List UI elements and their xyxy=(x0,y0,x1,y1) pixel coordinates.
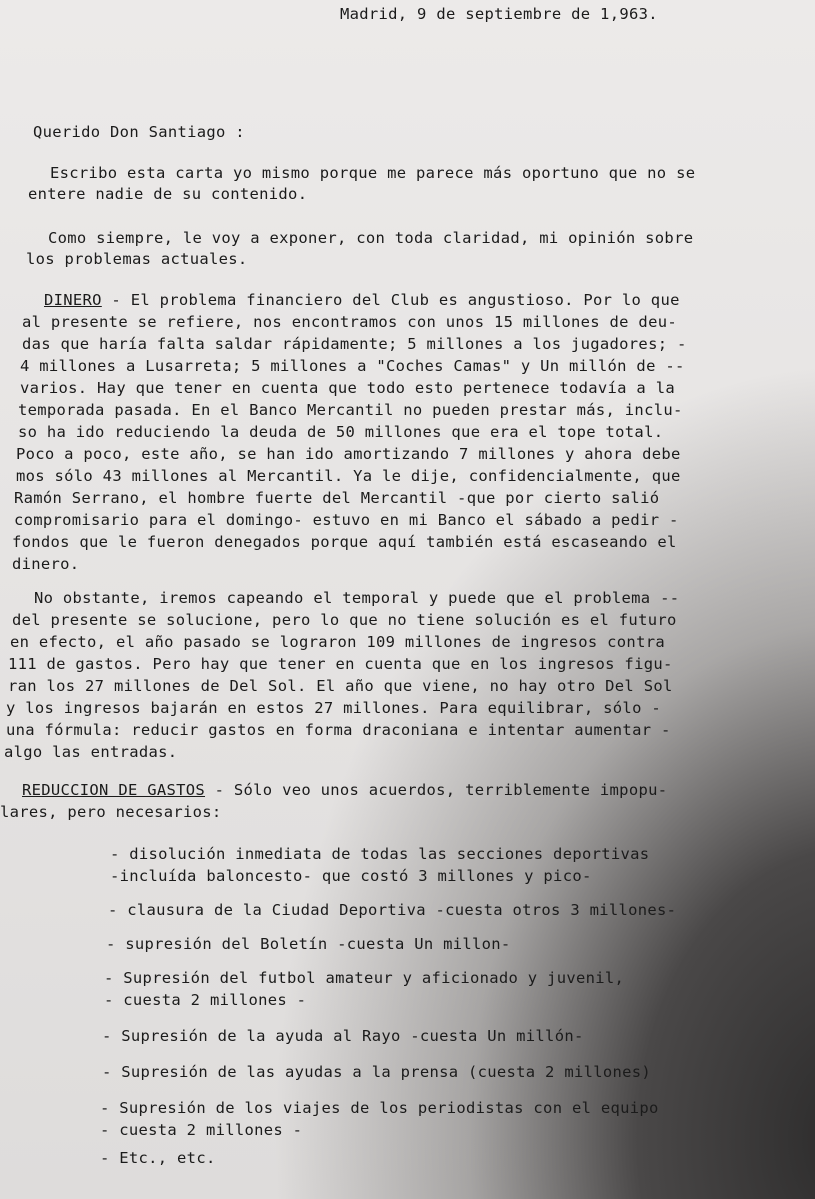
dinero-first-line xyxy=(44,290,680,310)
dinero-line: so ha ido reduciendo la deuda de 50 millones que era el tope total. xyxy=(18,423,664,441)
dinero-line: Ramón Serrano, el hombre fuerte del Mercantil -que por cierto salió xyxy=(14,489,660,507)
obstante-line: del presente se solucione, pero lo que no tiene solución es el futuro xyxy=(12,611,677,629)
obstante-line: 111 de gastos. Pero hay que tener en cuenta que en los ingresos figu- xyxy=(8,655,673,673)
reduccion-text: - Sólo veo unos acuerdos, terriblemente impopu- xyxy=(205,781,668,799)
letter-date: Madrid, 9 de septiembre de 1,963. xyxy=(340,5,658,23)
list-item: - Supresión de la ayuda al Rayo -cuesta Un millón- xyxy=(102,1027,584,1045)
intro2-line: Como siempre, le voy a exponer, con toda claridad, mi opinión sobre xyxy=(48,229,694,247)
obstante-line: algo las entradas. xyxy=(4,743,178,761)
list-item: - Etc., etc. xyxy=(100,1149,216,1167)
obstante-line: ran los 27 millones de Del Sol. El año que viene, no hay otro Del Sol xyxy=(8,677,673,695)
obstante-line: No obstante, iremos capeando el temporal y puede que el problema -- xyxy=(34,589,680,607)
intro2-line: los problemas actuales. xyxy=(26,250,248,268)
list-item: - Supresión de los viajes de los periodistas con el equipo xyxy=(100,1099,659,1117)
list-item: - disolución inmediata de todas las secciones deportivas xyxy=(110,845,650,863)
intro-line: Escribo esta carta yo mismo porque me parece más oportuno que no se xyxy=(50,164,696,182)
reduccion-first-line xyxy=(22,780,667,800)
list-item: - clausura de la Ciudad Deportiva -cuesta otros 3 millones- xyxy=(108,901,677,919)
reduccion-line: lares, pero necesarios: xyxy=(0,803,222,821)
obstante-line: una fórmula: reducir gastos en forma draconiana e intentar aumentar - xyxy=(6,721,671,739)
list-item: -incluída baloncesto- que costó 3 millones y pico- xyxy=(110,867,592,885)
reduccion-heading: REDUCCION DE GASTOS xyxy=(22,781,206,799)
dinero-line: compromisario para el domingo- estuvo en mi Banco el sábado a pedir - xyxy=(14,511,679,529)
list-item: - Supresión de las ayudas a la prensa (cuesta 2 millones) xyxy=(102,1063,652,1081)
dinero-line: varios. Hay que tener en cuenta que todo esto pertenece todavía a la xyxy=(20,379,675,397)
intro-line: entere nadie de su contenido. xyxy=(28,185,308,203)
dinero-line: al presente se refiere, nos encontramos con unos 15 millones de deu- xyxy=(22,313,677,331)
list-item: - Supresión del futbol amateur y aficionado y juvenil, xyxy=(104,969,625,987)
dinero-line: das que haría falta saldar rápidamente; 5 millones a los jugadores; - xyxy=(22,335,687,353)
dinero-text: - El problema financiero del Club es angustioso. Por lo que xyxy=(101,291,680,309)
list-item: - cuesta 2 millones - xyxy=(100,1121,303,1139)
obstante-line: en efecto, el año pasado se lograron 109 millones de ingresos contra xyxy=(10,633,665,651)
dinero-line: mos sólo 43 millones al Mercantil. Ya le dije, confidencialmente, que xyxy=(16,467,681,485)
list-item: - supresión del Boletín -cuesta Un millon- xyxy=(106,935,511,953)
dinero-line: dinero. xyxy=(12,555,80,573)
dinero-line: 4 millones a Lusarreta; 5 millones a "Coches Camas" y Un millón de -- xyxy=(20,357,685,375)
salutation: Querido Don Santiago : xyxy=(33,123,245,141)
dinero-line: fondos que le fueron denegados porque aquí también está escaseando el xyxy=(12,533,677,551)
list-item: - cuesta 2 millones - xyxy=(104,991,307,1009)
obstante-line: y los ingresos bajarán en estos 27 millones. Para equilibrar, sólo - xyxy=(6,699,661,717)
dinero-line: Poco a poco, este año, se han ido amortizando 7 millones y ahora debe xyxy=(16,445,681,463)
dinero-line: temporada pasada. En el Banco Mercantil no pueden prestar más, inclu- xyxy=(18,401,683,419)
dinero-heading: DINERO xyxy=(44,291,102,309)
